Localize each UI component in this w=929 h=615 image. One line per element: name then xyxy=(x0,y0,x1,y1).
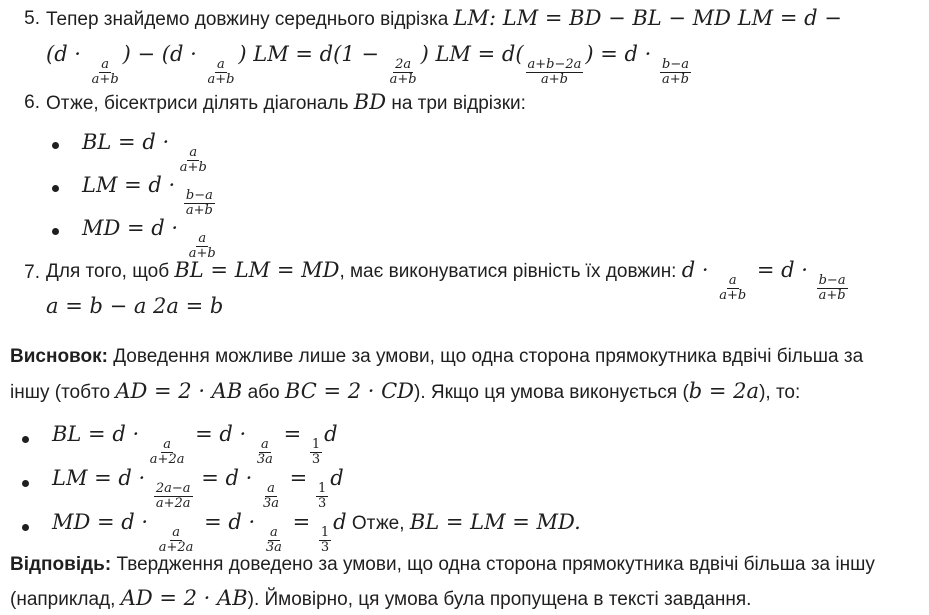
item-6-line xyxy=(46,90,526,115)
bullet xyxy=(22,524,29,531)
math-bl-lm-md: BL = LM = MD xyxy=(174,258,340,282)
item-5-line-2 xyxy=(46,42,693,86)
item-6-text2: на три відрізки: xyxy=(391,93,526,114)
bullet xyxy=(52,228,59,235)
bullet xyxy=(22,436,29,443)
bullet-bl xyxy=(82,130,211,174)
item-7-text: Для того, щоб xyxy=(46,261,170,282)
math-lm: LM = d · $\frac{b-a}{a+b}$ xyxy=(82,173,213,218)
math-md: MD = d · $\frac{a}{a+b}$ xyxy=(82,216,216,261)
math-final-equality: BL = LM = MD. xyxy=(409,510,581,534)
math-md-result: MD = d · $\frac{a}{a+2a}$ = d · $\frac{a}{3a}$ = $\frac{1}{3}$ d xyxy=(52,510,347,555)
math-answer-ad-2ab: AD = 2 · AB xyxy=(120,586,248,610)
math-bc-2cd: BC = 2 · CD xyxy=(284,379,415,403)
math-bl-result: BL = d · $\frac{a}{a+2a}$ = d · $\frac{a}{3a}$ = $\frac{1}{3}$ d xyxy=(52,422,338,467)
conclusion-or: або xyxy=(247,382,280,403)
conclusion-text3: ). Якщо ця умова виконується ( xyxy=(414,382,689,403)
answer-line-2 xyxy=(10,586,751,611)
result-bl xyxy=(52,422,338,466)
conclusion-text2: іншу (тобто xyxy=(10,382,111,403)
item-5-text: Тепер знайдемо довжину середнього відрізка xyxy=(46,9,449,30)
bullet xyxy=(52,142,59,149)
conclusion-label: Висновок: xyxy=(10,346,108,367)
item-number-7: 7. xyxy=(24,262,40,283)
bullet-lm xyxy=(82,173,217,217)
conclusion-line-1 xyxy=(10,346,863,368)
item-6-text: Отже, бісектриси ділять діагональ xyxy=(46,93,349,114)
item-number-5: 5. xyxy=(24,8,40,29)
math-bl: BL = d · $\frac{a}{a+b}$ xyxy=(82,130,207,175)
bullet xyxy=(22,480,29,487)
math-b-2a: b = 2a xyxy=(688,379,760,403)
item-number-6: 6. xyxy=(24,92,40,113)
item-7-line-2 xyxy=(46,294,223,319)
math-lm-derivation: (d · $\frac{a}{a+b}$ ) − (d · $\frac{a}{a+b}$ ) LM = d(1 − $\frac{2a}{a+b}$ ) LM = d( $\frac{a+b-2a}{a+b}$ ) = d · $\frac{b-a}{a+b}$ xyxy=(46,42,689,87)
answer-text2: (наприклад, xyxy=(10,589,116,610)
bullet-md xyxy=(82,216,220,260)
conclusion-text4: ), то: xyxy=(759,382,801,403)
math-lm-result: LM = d · $\frac{2a-a}{a+2a}$ = d · $\frac{a}{3a}$ = $\frac{1}{3}$ d xyxy=(52,466,344,511)
item-5-line-1 xyxy=(46,6,842,31)
answer-line-1 xyxy=(10,554,875,576)
math-bd: BD xyxy=(353,90,387,114)
math-lm-bd-bl-md: LM: LM = BD − BL − MD LM = d − xyxy=(453,6,842,30)
bullet xyxy=(52,185,59,192)
answer-text: Твердження доведено за умови, що одна сторона прямокутника вдвічі більша за іншу xyxy=(116,554,875,575)
answer-text3: ). Ймовірно, ця умова була пропущена в тексті завдання. xyxy=(247,589,752,610)
result-md xyxy=(52,510,581,554)
answer-label: Відповідь: xyxy=(10,554,112,575)
conclusion-line-2 xyxy=(10,379,800,404)
item-7-text2: , має виконуватися рівність їх довжин: xyxy=(339,261,677,282)
math-a-b: a = b − a 2a = b xyxy=(46,294,224,318)
therefore-text: Отже, xyxy=(351,513,405,534)
math-equality: d · $\frac{a}{a+b}$ = d · $\frac{b-a}{a+b}$ xyxy=(681,258,846,303)
math-ad-2ab: AD = 2 · AB xyxy=(115,379,243,403)
result-lm xyxy=(52,466,344,510)
conclusion-text: Доведення можливе лише за умови, що одна сторона прямокутника вдвічі більша за xyxy=(113,346,864,367)
